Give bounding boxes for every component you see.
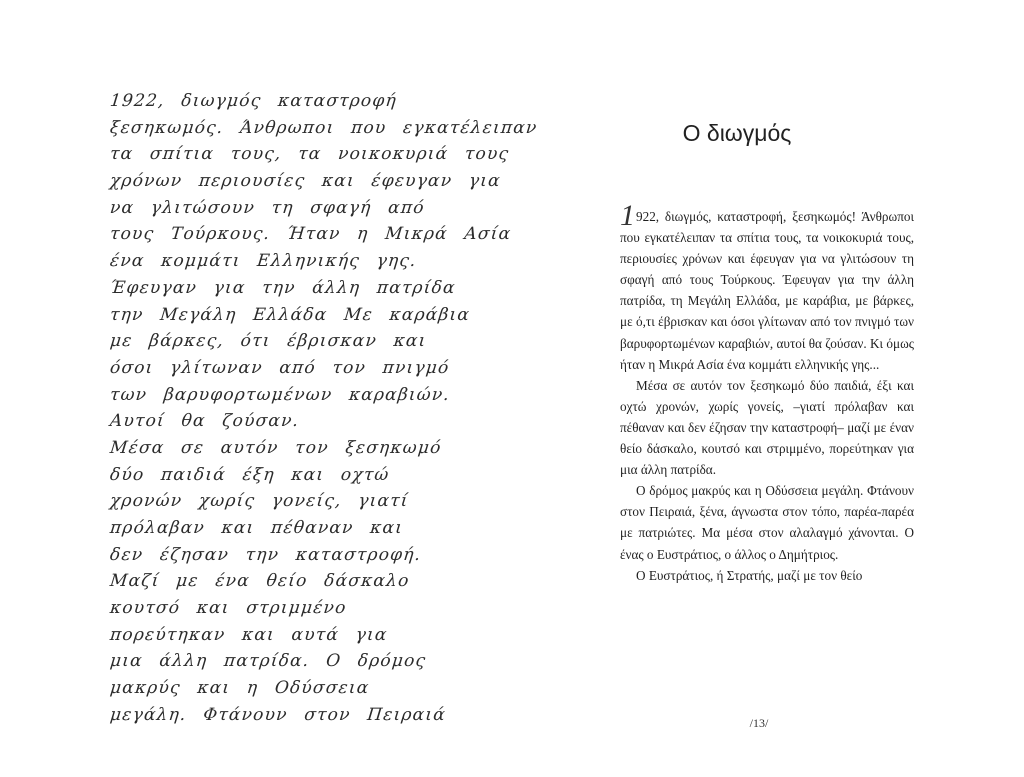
handwritten-line: τα σπίτια τους, τα νοικοκυριά τους (108, 144, 511, 165)
handwritten-text (108, 88, 539, 729)
handwritten-line: Έφευγαν για την άλλη πατρίδα (108, 277, 457, 298)
handwritten-line: την Μεγάλη Ελλάδα Με καράβια (108, 304, 472, 325)
handwritten-line: 1922, διωγμός καταστροφή (108, 91, 398, 111)
chapter-title: Ο διωγμός (682, 120, 792, 146)
handwritten-line: χρόνων περιουσίες και έφευγαν για (108, 171, 502, 192)
handwritten-line: των βαρυφορτωμένων καραβιών. (108, 384, 452, 405)
chapter-body (620, 199, 914, 586)
handwritten-line: ένα κομμάτι Ελληνικής γης. (108, 251, 418, 272)
handwritten-line: να γλιτώσουν τη σφαγή από (108, 197, 426, 218)
handwritten-line: δεν έζησαν την καταστροφή. (108, 544, 423, 565)
page-number: /13/ (749, 716, 769, 730)
handwritten-line: πορεύτηκαν και αυτά για (108, 624, 389, 645)
handwritten-line: με βάρκες, ότι έβρισκαν και (108, 331, 428, 352)
handwritten-line: Μέσα σε αυτόν τον ξεσηκωμό (108, 437, 443, 458)
handwritten-line: ξεσηκωμός. Άνθρωποι που εγκατέλειπαν (108, 117, 539, 138)
handwritten-line: χρονών χωρίς γονείς, γιατί (108, 491, 410, 512)
handwritten-line: όσοι γλίτωναν από τον πνιγμό (108, 357, 451, 378)
paragraph-text: 922, διωγμός, καταστροφή, ξεσηκωμός! Άνθρωποι που εγκατέλειπαν τα σπίτια τους, τα νοικοκυριά τους, περιουσίες χρόνων και έφευγαν για να γλιτώσουν τη σφαγή από τους Τούρκους. Έφευγαν για την άλλη πατρίδα, τη Μεγάλη Ελλάδα, με καράβια, με βάρκες, με ό,τι έβρισκαν και όσοι γλίτωναν από τον πνιγμό των βαρυφορτωμένων καραβιών, αυτοί θα ζούσαν. Κι όμως ήταν η Μικρά Ασία ένα κομμάτι ελληνικής γης... (620, 209, 914, 372)
handwritten-line: δύο παιδιά έξη και οχτώ (108, 464, 391, 485)
handwritten-line: κουτσό και στριμμένο (108, 598, 348, 619)
paragraph: Μέσα σε αυτόν τον ξεσηκωμό δύο παιδιά, έξι και οχτώ χρονών, χωρίς γονείς, –γιατί πρόλαβαν και πέθαναν και δεν έζησαν την καταστροφή– μαζί με έναν θείο δάσκαλο, κουτσό και στριμμένο, πορεύτηκαν για μια άλλη πατρίδα. (620, 377, 914, 478)
handwritten-line: Αυτοί θα ζούσαν. (108, 411, 301, 432)
page-number-container (512, 716, 1024, 731)
typeset-page (512, 0, 1024, 777)
handwritten-line: μια άλλη πατρίδα. Ο δρόμος (108, 651, 428, 672)
handwritten-line: μακρύς και η Οδύσσεια (108, 678, 371, 699)
handwritten-line: τους Τούρκους. Ήταν η Μικρά Ασία (108, 224, 513, 245)
handwritten-line: μεγάλη. Φτάνουν στον Πειραιά (108, 704, 447, 725)
paragraph (620, 199, 914, 375)
handwritten-line: Μαζί με ένα θείο δάσκαλο (108, 571, 411, 592)
handwritten-line: πρόλαβαν και πέθαναν και (108, 518, 405, 538)
drop-cap: 1 (620, 199, 635, 232)
paragraph: Ο δρόμος μακρύς και η Οδύσσεια μεγάλη. Φτάνουν στον Πειραιά, ξένα, άγνωστα στον τόπο, παρέα-παρέα με πατριώτες. Μα μέσα στον αλαλαγμό χάνονται. Ο ένας ο Ευστράτιος, ο άλλος ο Δημήτριος. (620, 483, 914, 562)
paragraph: Ο Ευστράτιος, ή Στρατής, μαζί με τον θείο (636, 567, 863, 583)
